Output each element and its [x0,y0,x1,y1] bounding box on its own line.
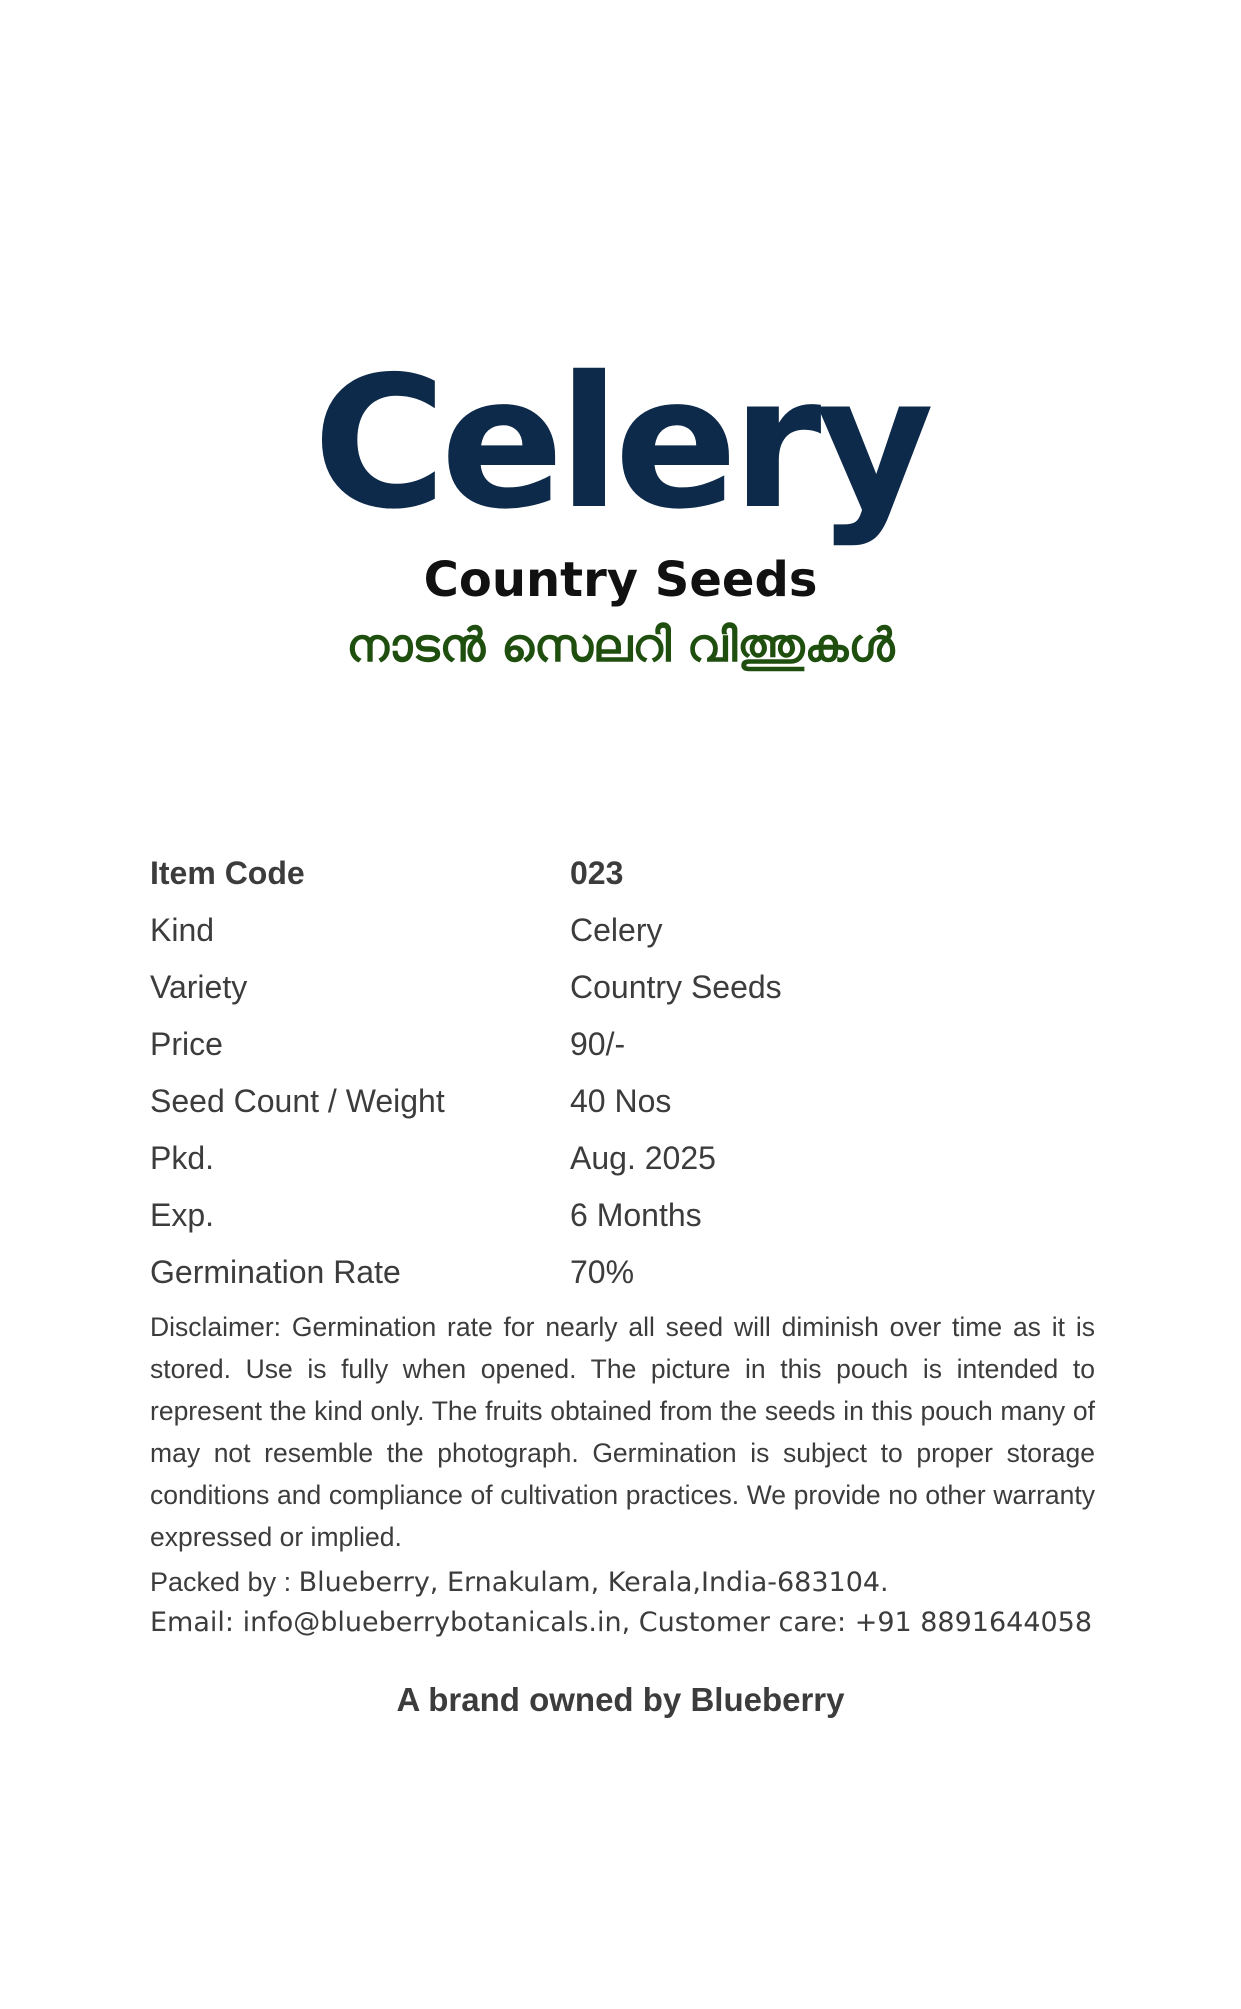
packed-by [150,1562,889,1603]
spec-label: Germination Rate [150,1254,401,1290]
packed-by-value: Blueberry, Ernakulam, Kerala,India-683104. [298,1567,889,1598]
product-subtitle: Country Seeds [423,552,818,608]
spec-label: Item Code [150,855,305,891]
spec-value: 70% [570,1254,635,1290]
spec-value: 6 Months [570,1197,702,1233]
spec-row-expiry [150,1187,1100,1244]
contact-info: Email: info@blueberrybotanicals.in, Customer care: +91 8891644058 [150,1607,1093,1638]
spec-row-seed-count [150,1073,1100,1130]
brand-statement: A brand owned by Blueberry [396,1681,845,1718]
spec-label: Pkd. [150,1140,215,1176]
spec-value: 023 [570,855,624,891]
spec-value: Aug. 2025 [570,1140,716,1176]
product-title: Celery [312,337,929,549]
spec-table [150,845,1100,1301]
spec-value: Country Seeds [570,969,782,1005]
spec-label: Exp. [150,1197,215,1233]
spec-row-variety [150,959,1100,1016]
spec-row-kind [150,902,1100,959]
spec-label: Variety [150,969,248,1005]
packed-by-label: Packed by : [150,1567,292,1597]
spec-label: Price [150,1026,223,1062]
spec-row-price [150,1016,1100,1073]
disclaimer-text: Disclaimer: Germination rate for nearly all seed will diminish over time as it is stored. Use is fully when opened. The picture in this pouch is intended to represent the kind only. The fruits obtained from the seeds in this pouch many of may not resemble the photograph. Germination is subject to proper storage conditions and compliance of cultivation practices. We provide no other warranty expressed or implied. [150,1312,1095,1552]
product-local-name: നാടൻ സെലറി വിത്തുകൾ [346,618,895,672]
spec-row-packed-date [150,1130,1100,1187]
spec-row-item-code [150,845,1100,902]
spec-label: Seed Count / Weight [150,1083,445,1119]
spec-value: 40 Nos [570,1083,672,1119]
spec-value: Celery [570,912,663,948]
spec-row-germination-rate [150,1244,1100,1301]
spec-value: 90/- [570,1026,626,1062]
spec-label: Kind [150,912,215,948]
